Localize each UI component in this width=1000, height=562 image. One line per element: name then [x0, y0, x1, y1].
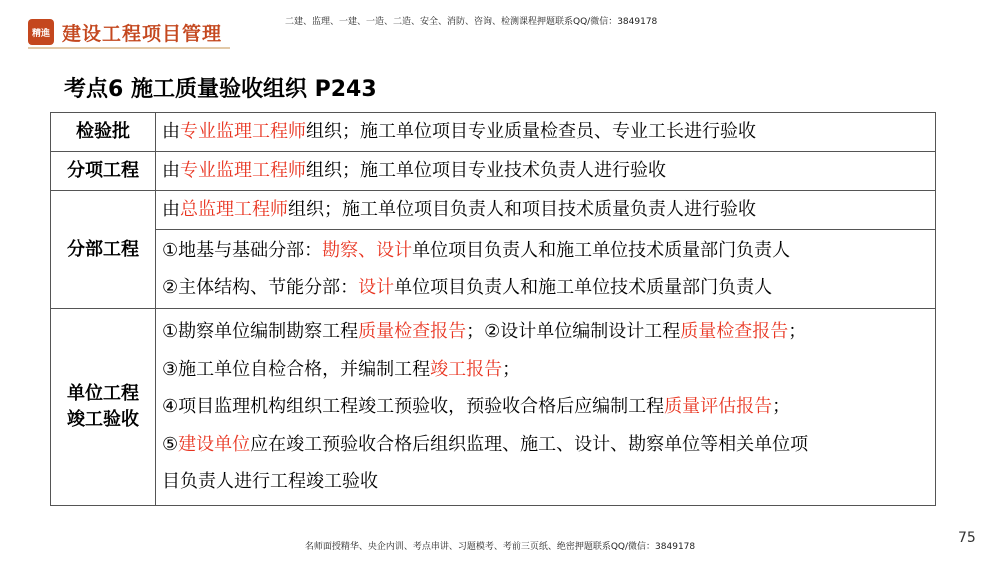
table-row: [51, 230, 936, 309]
text-highlight: 专业监理工程师: [180, 121, 306, 142]
text-normal: 组织；施工单位项目负责人和项目技术质量负责人进行验收: [288, 199, 756, 220]
row-content: [156, 113, 936, 152]
page-number: 75: [958, 530, 976, 546]
text-normal: 单位项目负责人和施工单位技术质量部门负责人: [412, 240, 791, 261]
table-row: [51, 309, 936, 506]
brand-title: 建设工程项目管理: [62, 22, 223, 45]
text-normal: 单位项目负责人和施工单位技术质量部门负责人: [394, 277, 773, 298]
text-normal: ④项目监理机构组织工程竣工预验收，预验收合格后应编制工程: [162, 396, 665, 417]
table-row: [51, 113, 936, 152]
text-normal: 应在竣工预验收合格后组织监理、施工、设计、勘察单位等相关单位项: [250, 433, 809, 455]
text-highlight: 专业监理工程师: [180, 160, 306, 181]
text-normal: ⑤: [162, 433, 179, 455]
brand-underline: [28, 47, 230, 49]
text-highlight: 竣工报告: [430, 358, 503, 380]
content-line: [162, 388, 935, 426]
text-normal: 组织；施工单位项目专业技术负责人进行验收: [306, 160, 666, 181]
text-highlight: 勘察、设计: [322, 240, 413, 261]
text-normal: ③施工单位自检合格，并编制工程: [162, 358, 431, 380]
text-highlight: 质量检查报告: [680, 321, 789, 342]
table-row: [51, 152, 936, 191]
text-normal: ；: [772, 396, 791, 417]
row-label-line: 竣工验收: [67, 408, 139, 430]
text-normal: ①勘察单位编制勘察工程: [162, 321, 359, 342]
row-label: 分项工程: [51, 152, 156, 191]
page-heading: 考点6 施工质量验收组织 P243: [64, 77, 377, 102]
row-label: 分部工程: [51, 191, 156, 309]
row-content: [156, 309, 936, 506]
row-content: [156, 230, 936, 309]
text-highlight: 设计: [358, 277, 395, 298]
text-highlight: 质量评估报告: [664, 396, 773, 417]
acceptance-table: [50, 112, 936, 506]
content-line: [162, 426, 935, 464]
content-line: 目负责人进行工程竣工验收: [162, 471, 378, 492]
text-normal: 由: [162, 199, 180, 220]
text-normal: ②主体结构、节能分部：: [162, 277, 359, 298]
brand-logo-icon: 精進: [28, 19, 54, 45]
text-normal: 由: [162, 160, 180, 181]
text-normal: ；: [788, 321, 807, 342]
text-normal: 组织；施工单位项目专业质量检查员、专业工长进行验收: [306, 121, 756, 142]
text-highlight: 建设单位: [178, 433, 251, 455]
text-normal: ①地基与基础分部：: [162, 240, 323, 261]
table-row: [51, 191, 936, 230]
content-line: [162, 351, 935, 389]
row-label: [51, 309, 156, 506]
text-normal: 由: [162, 121, 180, 142]
row-label-line: 单位工程: [67, 382, 139, 404]
brand-header: [28, 17, 230, 47]
row-label: 检验批: [51, 113, 156, 152]
content-line: [162, 232, 935, 269]
row-content: [156, 152, 936, 191]
text-highlight: 总监理工程师: [180, 199, 288, 220]
text-normal: ；: [502, 358, 521, 380]
footer-banner: 名师面授精华、央企内训、考点串讲、习题模考、考前三页纸、绝密押题联系QQ/微信：3849178: [304, 542, 696, 552]
content-line: [162, 313, 935, 351]
text-normal: ；②设计单位编制设计工程: [466, 321, 681, 342]
row-content: [156, 191, 936, 230]
top-banner: 二建、监理、一建、一造、二造、安全、消防、咨询、检测课程押题联系QQ/微信：3849178: [285, 17, 658, 27]
text-highlight: 质量检查报告: [358, 321, 467, 342]
content-line: [162, 269, 935, 306]
